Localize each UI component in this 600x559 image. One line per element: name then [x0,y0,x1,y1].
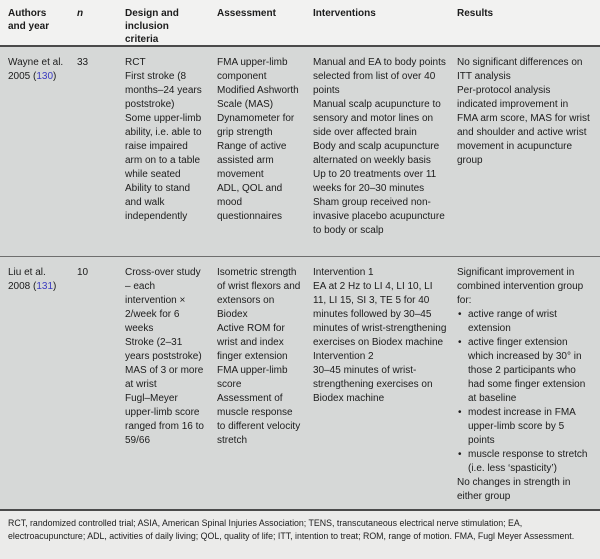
results-cell [457,56,600,256]
table-row [0,47,600,256]
author-name: Liu et al. [8,267,46,278]
cell-paragraph: Dynamometer for grip strength [217,113,295,138]
cell-paragraph: Intervention 1 [313,267,374,278]
cell-paragraph: Cross-over study – each intervention × 2/week for 6 weeks [125,267,201,334]
cell-paragraph: Up to 20 treatments over 11 weeks for 20–30 minutes [313,169,437,194]
bullet-item: • muscle response to stretch (i.e. less ‘spasticity’) [457,448,590,476]
column-header-assessment: Assessment [217,8,276,19]
cell-paragraph: Some upper-limb ability, i.e. able to raise impaired arm on to a table while seated [125,113,202,180]
column-header-design: Design and inclusion criteria [125,8,179,45]
cell-paragraph: Manual and EA to body points selected from list of over 40 points [313,57,446,96]
n-cell: 33 [77,57,89,68]
cell-paragraph: MAS of 3 or more at wrist [125,365,204,390]
cell-paragraph: Stroke (2–31 years poststroke) [125,337,202,362]
cell-paragraph: RCT [125,57,146,68]
cell-paragraph: EA at 2 Hz to LI 4, LI 10, LI 11, LI 15, SI 3, TE 5 for 40 minutes followed by 30–45 minutes of wrist-strengthening exercises on Biodex machine [313,281,447,348]
cell-paragraph: FMA upper-limb score [217,365,288,390]
cell-paragraph: FMA upper-limb component [217,57,288,82]
cell-paragraph: Intervention 2 [313,351,374,362]
column-header-authors: Authors and year [8,8,50,32]
column-header-n: n [77,8,84,19]
author-year-text: 2008 ( [8,281,37,292]
cell-paragraph: Per-protocol analysis indicated improvement in FMA arm score, MAS for wrist and shoulder and active wrist movement in acupuncture group [457,85,590,166]
cell-paragraph: Fugl–Meyer upper-limb score ranged from 16 to 59/66 [125,393,204,446]
design-cell [125,56,217,256]
bullet-item: • active range of wrist extension [457,308,590,336]
authors-cell [8,56,77,256]
cell-paragraph: Modified Ashworth Scale (MAS) [217,85,299,110]
cell-paragraph: Assessment of muscle response to different velocity stretch [217,393,301,446]
column-header-interventions: Interventions [313,8,376,19]
cell-paragraph: ADL, QOL and mood questionnaires [217,183,283,222]
cell-paragraph: Body and scalp acupuncture alternated on weekly basis [313,141,440,166]
table-row [0,257,600,509]
cell-paragraph: Significant improvement in combined intervention group for: [457,267,584,306]
author-year-text: 2005 ( [8,71,37,82]
cell-paragraph: No significant differences on ITT analysis [457,57,583,82]
bullet-item: • modest increase in FMA upper-limb score by 5 points [457,406,590,448]
bullet-item: • active finger extension which increased by 30° in those 2 participants who had some finger extension at baseline [457,336,590,406]
cell-paragraph: Sham group received non-invasive placebo acupuncture to body or scalp [313,197,445,236]
author-year [8,280,67,294]
authors-cell [8,266,77,509]
cell-paragraph: Ability to stand and walk independently [125,183,191,222]
author-year-close: ) [53,281,57,292]
assessment-cell [217,266,313,509]
cell-paragraph: Manual scalp acupuncture to sensory and motor lines on side over affected brain [313,99,441,138]
cell-paragraph: Active ROM for wrist and index finger extension [217,323,288,362]
n-cell: 10 [77,267,89,278]
citation-ref-link[interactable]: 130 [36,71,54,82]
results-cell [457,266,600,509]
assessment-cell [217,56,313,256]
interventions-cell [313,266,457,509]
interventions-cell [313,56,457,256]
author-year [8,70,67,84]
design-cell [125,266,217,509]
table-header-row [0,0,600,45]
cell-paragraph: Isometric strength of wrist flexors and extensors on Biodex [217,267,301,320]
author-year-close: ) [53,71,57,82]
cell-paragraph: 30–45 minutes of wrist-strengthening exercises on Biodex machine [313,365,433,404]
citation-ref-link[interactable]: 131 [36,281,54,292]
abbreviations-footnote: RCT, randomized controlled trial; ASIA, American Spinal Injuries Association; TENS, transcutaneous electrical nerve stimulation; EA, electroacupuncture; ADL, activities of daily living; QOL, quality of life; ITT, intention to treat; ROM, range of motion. FMA, Fugl Meyer Assessment. [0,511,600,559]
column-header-results: Results [457,8,494,19]
cell-paragraph: Range of active assisted arm movement [217,141,287,180]
cell-paragraph: First stroke (8 months–24 years poststroke) [125,71,202,110]
cell-paragraph: No changes in strength in either group [457,477,571,502]
author-name: Wayne et al. [8,57,64,68]
